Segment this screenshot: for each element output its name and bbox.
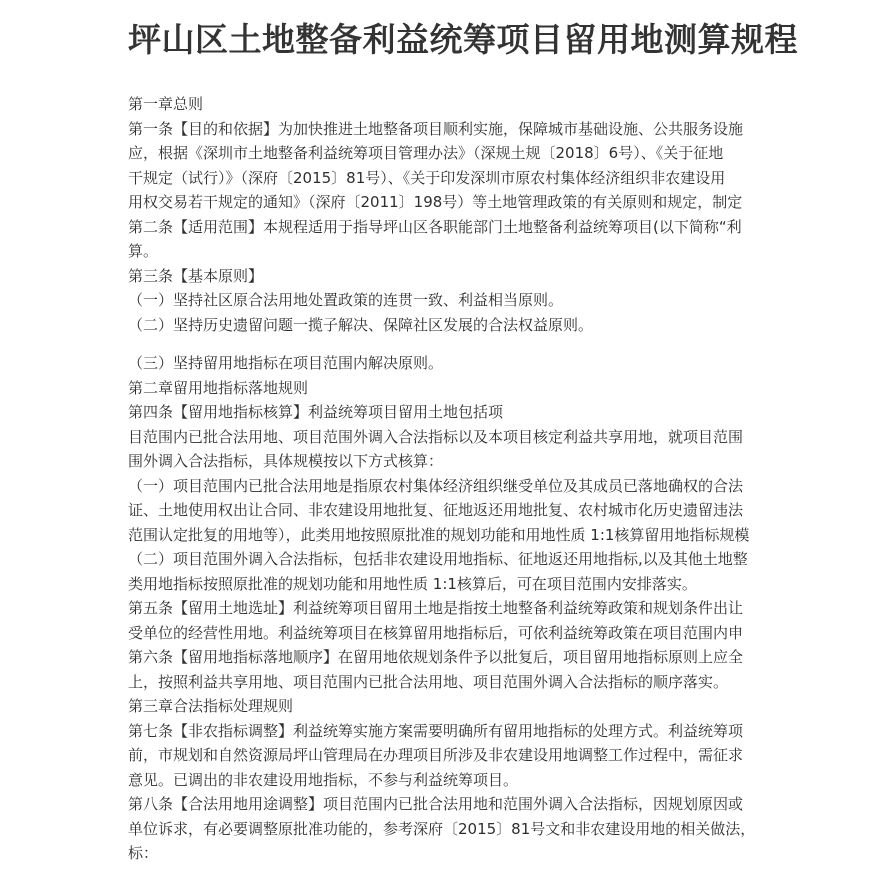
chapter-heading: 第一章总则 <box>128 95 204 113</box>
text-line: 单位诉求，有必要调整原批准功能的，参考深府〔2015〕81号文和非农建设用地的相关做法， <box>128 819 756 838</box>
text-line: 目范围内已批合法用地、项目范围外调入合法指标以及本项目核定利益共享用地，就项目范围 <box>128 427 744 446</box>
article-heading: 第三条【基本原则】 <box>128 266 264 285</box>
text-line: 围外调入合法指标，具体规模按以下方式核算： <box>128 452 444 470</box>
text-line: 应，根据《深圳市土地整备利益统筹项目管理办法》（深规土规〔2018〕6号）、《关于征地 <box>128 144 724 162</box>
text-line: （一）项目范围内已批合法用地是指原农村集体经济组织继受单位及其成员已落地确权的合法 <box>128 476 744 495</box>
text-line: 第八条【合法用地用途调整】项目范围内已批合法用地和范围外调入合法指标，因规划原因或 <box>128 795 744 813</box>
list-item: （一）坚持社区原合法用地处置政策的连贯一致、利益相当原则。 <box>128 291 564 309</box>
text-line: 受单位的经营性用地。利益统筹项目在核算留用地指标后，可依利益统筹政策在项目范围内申 <box>128 623 744 642</box>
text-line: 干规定（试行）》（深府〔2015〕81号）、《关于印发深圳市原农村集体经济组织非农建设用 <box>128 168 726 187</box>
list-item: （二）坚持历史遗留问题一揽子解决、保障社区发展的合法权益原则。 <box>128 315 594 334</box>
document-body <box>128 92 875 866</box>
text-line: 上，按照利益共享用地、项目范围内已批合法用地、项目范围外调入合法指标的顺序落实。 <box>128 672 729 691</box>
document-title: 坪山区土地整备利益统筹项目留用地测算规程 <box>128 20 798 59</box>
text-line: 算。 <box>128 242 159 260</box>
text-line: （二）项目范围外调入合法指标，包括非农建设用地指标、征地返还用地指标,以及其他土地整 <box>128 550 748 568</box>
paragraph-gap <box>128 337 875 351</box>
text-line: 标： <box>128 844 159 862</box>
text-line: 前，市规划和自然资源局坪山管理局在办理项目所涉及非农建设用地调整工作过程中，需征求 <box>128 746 744 764</box>
text-line: 第七条【非农指标调整】利益统筹实施方案需要明确所有留用地指标的处理方式。利益统筹项 <box>128 721 744 740</box>
text-line: 范围认定批复的用地等），此类用地按照原批准的规划功能和用地性质 1:1核算留用地指标规模 <box>128 525 750 544</box>
text-line: 证、土地使用权出让合同、非农建设用地批复、征地返还用地批复、农村城市化历史遗留违法 <box>128 501 744 519</box>
text-line: 第四条【留用地指标核算】利益统筹项目留用土地包括项 <box>128 403 504 421</box>
list-item: （三）坚持留用地指标在项目范围内解决原则。 <box>128 354 444 372</box>
text-line: 第二条【适用范围】本规程适用于指导坪山区各职能部门土地整备利益统筹项目(以下简称“利 <box>128 217 742 236</box>
text-line: 第一条【目的和依据】为加快推进土地整备项目顺利实施，保障城市基础设施、公共服务设施 <box>128 119 744 138</box>
text-line: 第六条【留用地指标落地顺序】在留用地依规划条件予以批复后，项目留用地指标原则上应全 <box>128 648 744 666</box>
chapter-heading: 第三章合法指标处理规则 <box>128 697 294 715</box>
chapter-heading: 第二章留用地指标落地规则 <box>128 378 309 397</box>
text-line: 第五条【留用土地选址】利益统筹项目留用土地是指按土地整备利益统筹政策和规划条件出让 <box>128 599 744 617</box>
text-line: 用权交易若干规定的通知》（深府〔2011〕198号）等土地管理政策的有关原则和规定，制定 <box>128 193 743 211</box>
text-line: 意见。已调出的非农建设用地指标，不参与利益统筹项目。 <box>128 770 519 789</box>
text-line: 类用地指标按照原批准的规划功能和用地性质 1:1核算后，可在项目范围内安排落实。 <box>128 574 697 593</box>
